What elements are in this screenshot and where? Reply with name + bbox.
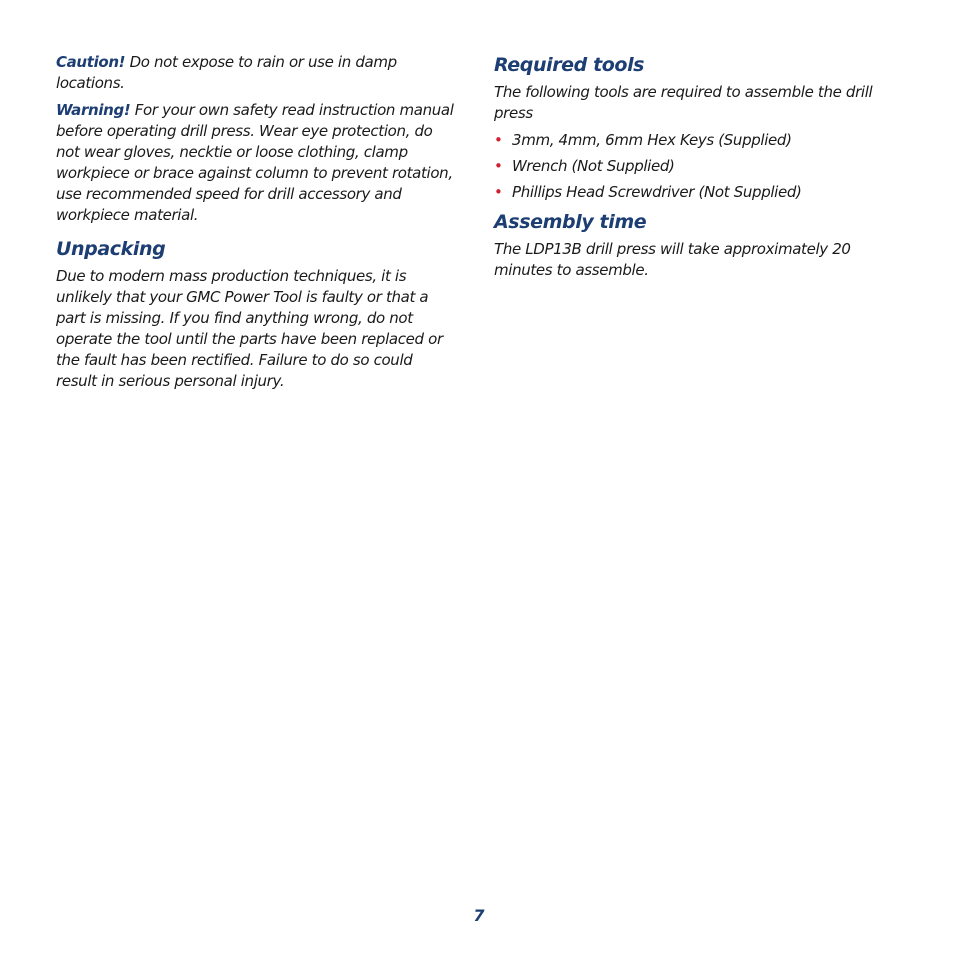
warning-label: Warning! — [56, 101, 131, 119]
list-item-text: Phillips Head Screwdriver (Not Supplied) — [512, 183, 802, 201]
left-column — [56, 52, 456, 398]
required-tools-list — [494, 130, 904, 203]
caution-text: Do not expose to rain or use in damp locations. — [56, 53, 397, 92]
bullet-icon: • — [494, 131, 503, 149]
list-item — [494, 156, 904, 177]
caution-paragraph — [56, 52, 456, 94]
warning-text: For your own safety read instruction manual before operating drill press. Wear eye protection, do not wear gloves, necktie or loose clothing, clamp workpiece or brace against column to prevent rotation, use recommended speed for drill accessory and workpiece material. — [56, 101, 454, 224]
list-item — [494, 130, 904, 151]
warning-paragraph — [56, 100, 456, 226]
required-tools-intro: The following tools are required to assemble the drill press — [494, 83, 873, 122]
bullet-icon: • — [494, 157, 503, 175]
right-column — [494, 52, 904, 287]
required-tools-heading: Required tools — [494, 54, 645, 76]
page-number: 7 — [473, 906, 485, 925]
caution-label: Caution! — [56, 53, 126, 71]
assembly-time-text: The LDP13B drill press will take approximately 20 minutes to assemble. — [494, 240, 851, 279]
list-item-text: Wrench (Not Supplied) — [512, 157, 675, 175]
list-item-text: 3mm, 4mm, 6mm Hex Keys (Supplied) — [512, 131, 792, 149]
bullet-icon: • — [494, 183, 503, 201]
unpacking-text: Due to modern mass production techniques, it is unlikely that your GMC Power Tool is faulty or that a part is missing. If you find anything wrong, do not operate the tool until the parts have been replaced or the fault has been rectified. Failure to do so could result in serious personal injury. — [56, 267, 443, 390]
list-item — [494, 182, 904, 203]
assembly-time-heading: Assembly time — [494, 211, 647, 233]
unpacking-heading: Unpacking — [56, 238, 166, 260]
